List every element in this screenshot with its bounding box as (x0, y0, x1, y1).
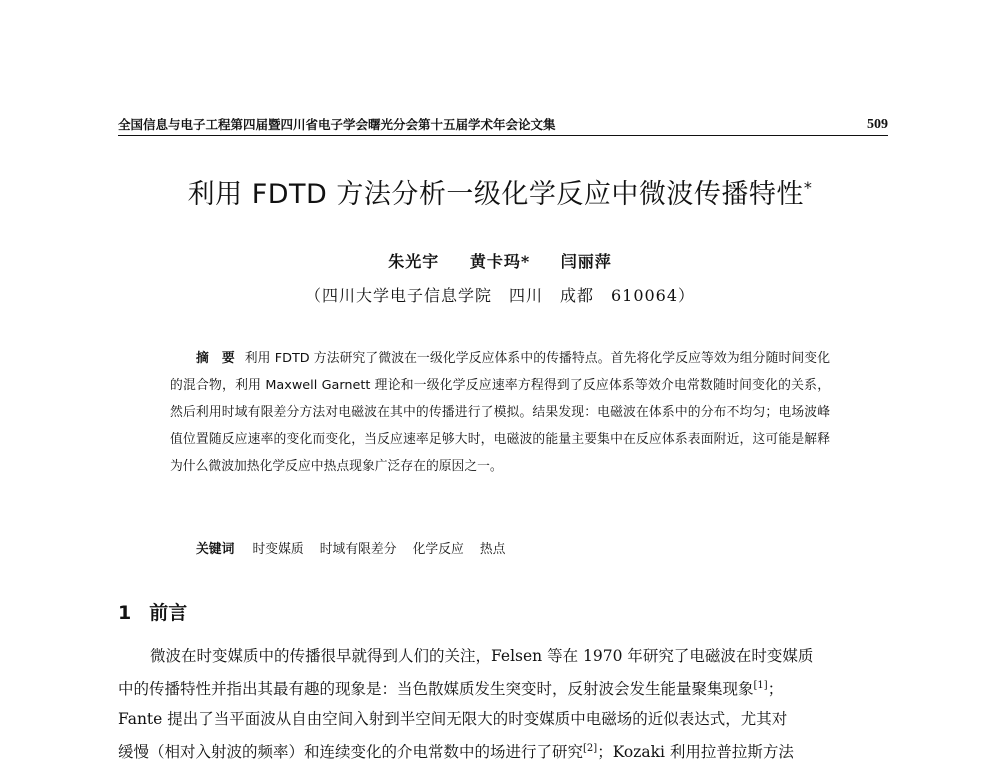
keywords-label: 关键词 (196, 542, 235, 557)
paper-title (0, 172, 1000, 211)
keyword: 时变媒质 (252, 542, 304, 557)
running-title: 全国信息与电子工程第四届暨四川省电子学会曙光分会第十五届学术年会论文集 (118, 117, 556, 132)
paper-title-text: 利用 FDTD 方法分析一级化学反应中微波传播特性 (187, 179, 804, 210)
running-header (118, 114, 888, 136)
body-line: 缓慢（相对入射波的频率）和连续变化的介电常数中的场进行了研究[2]；Kozaki 利用拉普拉斯方法 (118, 743, 794, 762)
body-line: Fante 提出了当平面波从自由空间入射到半空间无限大的时变媒质中电磁场的近似表达式，尤其对 (118, 710, 788, 729)
author-list (0, 249, 1000, 272)
citation[interactable]: [1] (753, 680, 768, 691)
section-heading (118, 598, 187, 625)
keyword: 时域有限差分 (319, 542, 397, 557)
body-line: 微波在时变媒质中的传播很早就得到人们的关注，Felsen 等在 1970 年研究了电磁波在时变媒质 (150, 647, 814, 665)
body-text (118, 641, 888, 767)
keywords (196, 538, 517, 557)
page-number: 509 (867, 117, 888, 132)
title-footnote-mark: * (803, 178, 813, 197)
keyword: 热点 (479, 542, 506, 557)
keyword: 化学反应 (412, 542, 464, 557)
abstract (170, 345, 830, 480)
author: 闫丽萍 (560, 252, 612, 271)
section-title: 前言 (149, 602, 188, 624)
affiliation: （四川大学电子信息学院 四川 成都 610064） (304, 286, 696, 305)
section-number: 1 (118, 602, 132, 624)
abstract-text: 利用 FDTD 方法研究了微波在一级化学反应体系中的传播特点。首先将化学反应等效为组分随时间变化的混合物，利用 Maxwell Garnett 理论和一级化学反应速率方程得到了反应体系等效介电常数随时间变化的关系，然后利用时域有限差分方法对电磁波在其中的传播进行了模拟。结果发现：电磁波在体系中的分布不均匀；电场波峰值位置随反应速率的变化而变化，当反应速率足够大时，电磁波的能量主要集中在反应体系表面附近，这可能是解释为什么微波加热化学反应中热点现象广泛存在的原因之一。 (170, 351, 831, 474)
citation[interactable]: [2] (583, 743, 598, 755)
author: 黄卡玛* (469, 252, 531, 271)
abstract-label: 摘 要 (196, 351, 235, 366)
body-line: 中的传播特性并指出其最有趣的现象是：当色散媒质发生突变时，反射波会发生能量聚集现象[1]； (118, 680, 784, 699)
author: 朱光宇 (388, 252, 440, 271)
